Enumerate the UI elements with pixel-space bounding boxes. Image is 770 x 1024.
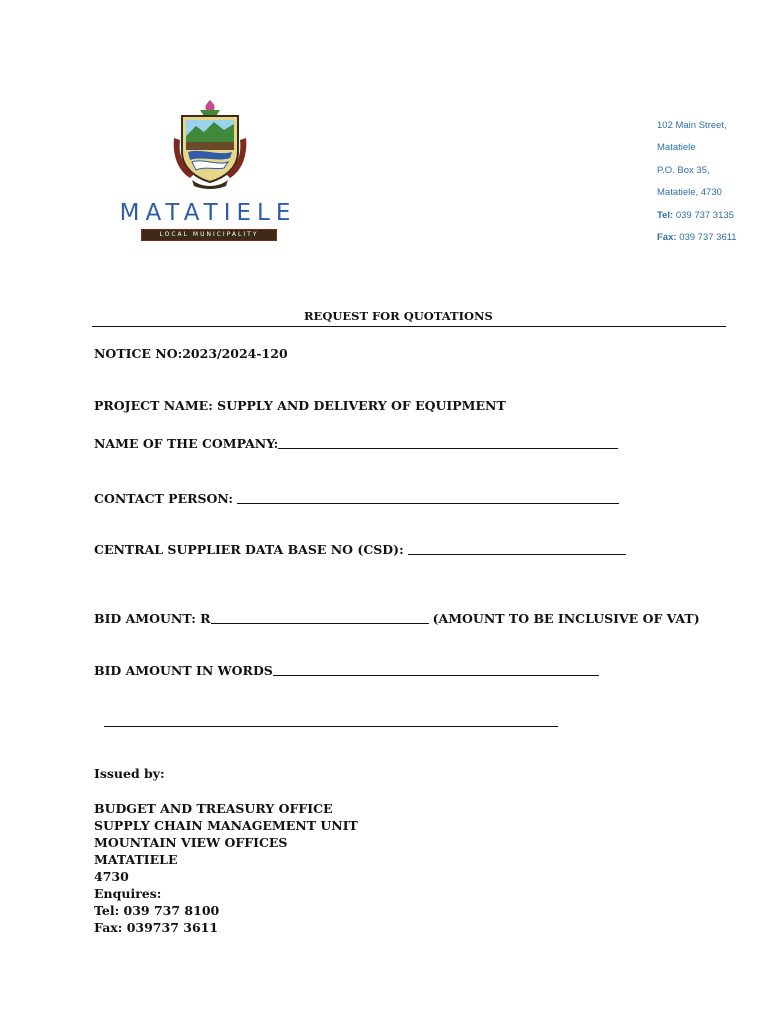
- issuer-block: [94, 800, 358, 936]
- address-po-box: P.O. Box 35,: [657, 164, 710, 176]
- address-fax: Fax: 039 737 3611: [657, 231, 737, 243]
- address-tel: Tel: 039 737 3135: [657, 209, 734, 221]
- company-name-line[interactable]: [278, 447, 618, 449]
- issuer-line: MOUNTAIN VIEW OFFICES: [94, 835, 288, 850]
- issued-by-label: Issued by:: [94, 766, 165, 781]
- bid-words-line[interactable]: [273, 674, 599, 676]
- issuer-line: Fax: 039737 3611: [94, 920, 219, 935]
- notice-number: NOTICE NO:2023/2024-120: [94, 346, 288, 361]
- logo-wordmark: MATATIELE: [119, 200, 297, 226]
- issuer-line: BUDGET AND TREASURY OFFICE: [94, 801, 333, 816]
- address-street: 102 Main Street,: [657, 120, 727, 131]
- project-name: PROJECT NAME: SUPPLY AND DELIVERY OF EQUIPMENT: [94, 398, 506, 413]
- contact-person-field[interactable]: CONTACT PERSON:: [94, 491, 619, 506]
- issuer-line: 4730: [94, 869, 129, 884]
- csd-number-line[interactable]: [408, 553, 626, 555]
- issuer-line: Enquires:: [94, 886, 162, 901]
- issuer-line: Tel: 039 737 8100: [94, 903, 220, 918]
- issuer-line: MATATIELE: [94, 852, 178, 867]
- contact-person-line[interactable]: [237, 502, 619, 504]
- bid-words-field[interactable]: BID AMOUNT IN WORDS: [94, 663, 599, 678]
- csd-number-field[interactable]: CENTRAL SUPPLIER DATA BASE NO (CSD):: [94, 542, 626, 557]
- bid-amount-field[interactable]: BID AMOUNT: R (AMOUNT TO BE INCLUSIVE OF VAT): [94, 611, 700, 626]
- address-town: Matatiele: [657, 142, 696, 154]
- company-name-field[interactable]: NAME OF THE COMPANY:: [94, 436, 618, 451]
- bid-amount-line[interactable]: [211, 622, 429, 624]
- municipality-logo: [108, 98, 308, 248]
- document-title-row: [92, 309, 726, 327]
- bid-words-continuation-line[interactable]: [104, 726, 558, 727]
- issuer-line: SUPPLY CHAIN MANAGEMENT UNIT: [94, 818, 358, 833]
- address-block: [657, 120, 767, 254]
- address-town-code: Matatiele, 4730: [657, 187, 722, 199]
- document-title: REQUEST FOR QUOTATIONS: [304, 309, 493, 323]
- coat-of-arms-icon: [170, 98, 250, 190]
- logo-subtitle: LOCAL MUNICIPALITY: [141, 229, 277, 241]
